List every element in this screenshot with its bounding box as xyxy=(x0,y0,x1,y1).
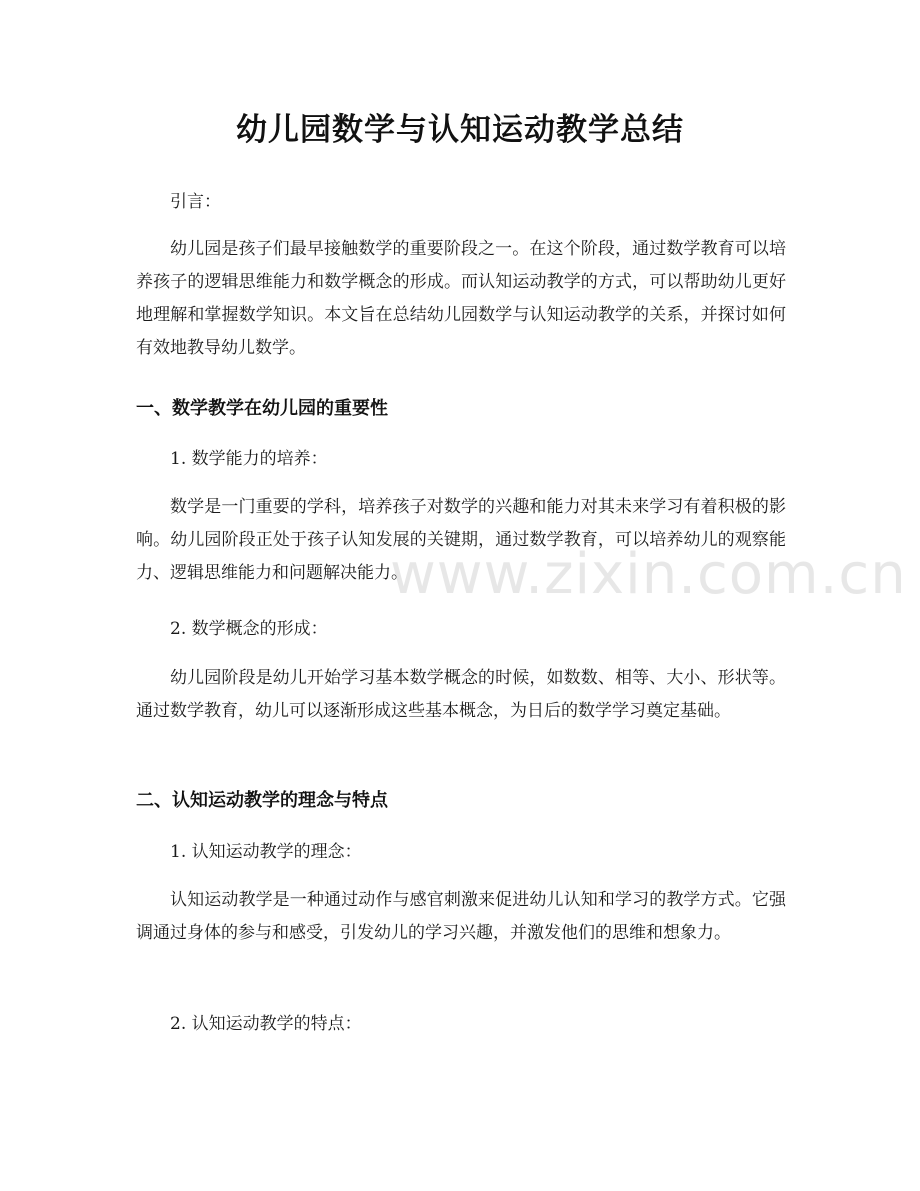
document-title: 幼儿园数学与认知运动教学总结 xyxy=(236,112,684,148)
subsection-paragraph-1-1: 数学是一门重要的学科，培养孩子对数学的兴趣和能力对其未来学习有着积极的影响。幼儿园阶段正处于孩子认知发展的关键期，通过数学教育，可以培养幼儿的观察能力、逻辑思维能力和问题解决能力。 xyxy=(136,497,786,583)
subsection-label-1-2: 2. 数学概念的形成： xyxy=(170,619,328,639)
section-heading-1: 一、数学教学在幼儿园的重要性 xyxy=(136,398,388,419)
intro-label: 引言： xyxy=(170,192,221,212)
subsection-paragraph-1-2: 幼儿园阶段是幼儿开始学习基本数学概念的时候，如数数、相等、大小、形状等。通过数学教育，幼儿可以逐渐形成这些基本概念，为日后的数学学习奠定基础。 xyxy=(136,668,786,721)
section-heading-2: 二、认知运动教学的理念与特点 xyxy=(136,790,388,811)
subsection-label-1-1: 1. 数学能力的培养： xyxy=(170,449,328,469)
subsection-label-2-2: 2. 认知运动教学的特点： xyxy=(170,1014,362,1034)
subsection-paragraph-2-1: 认知运动教学是一种通过动作与感官刺激来促进幼儿认知和学习的教学方式。它强调通过身体的参与和感受，引发幼儿的学习兴趣，并激发他们的思维和想象力。 xyxy=(136,890,786,943)
intro-paragraph: 幼儿园是孩子们最早接触数学的重要阶段之一。在这个阶段，通过数学教育可以培养孩子的逻辑思维能力和数学概念的形成。而认知运动教学的方式，可以帮助幼儿更好地理解和掌握数学知识。本文旨在总结幼儿园数学与认知运动教学的关系，并探讨如何有效地教导幼儿数学。 xyxy=(136,239,786,358)
watermark: www.zixin.com.cn xyxy=(390,542,907,607)
subsection-label-2-1: 1. 认知运动教学的理念： xyxy=(170,842,362,862)
